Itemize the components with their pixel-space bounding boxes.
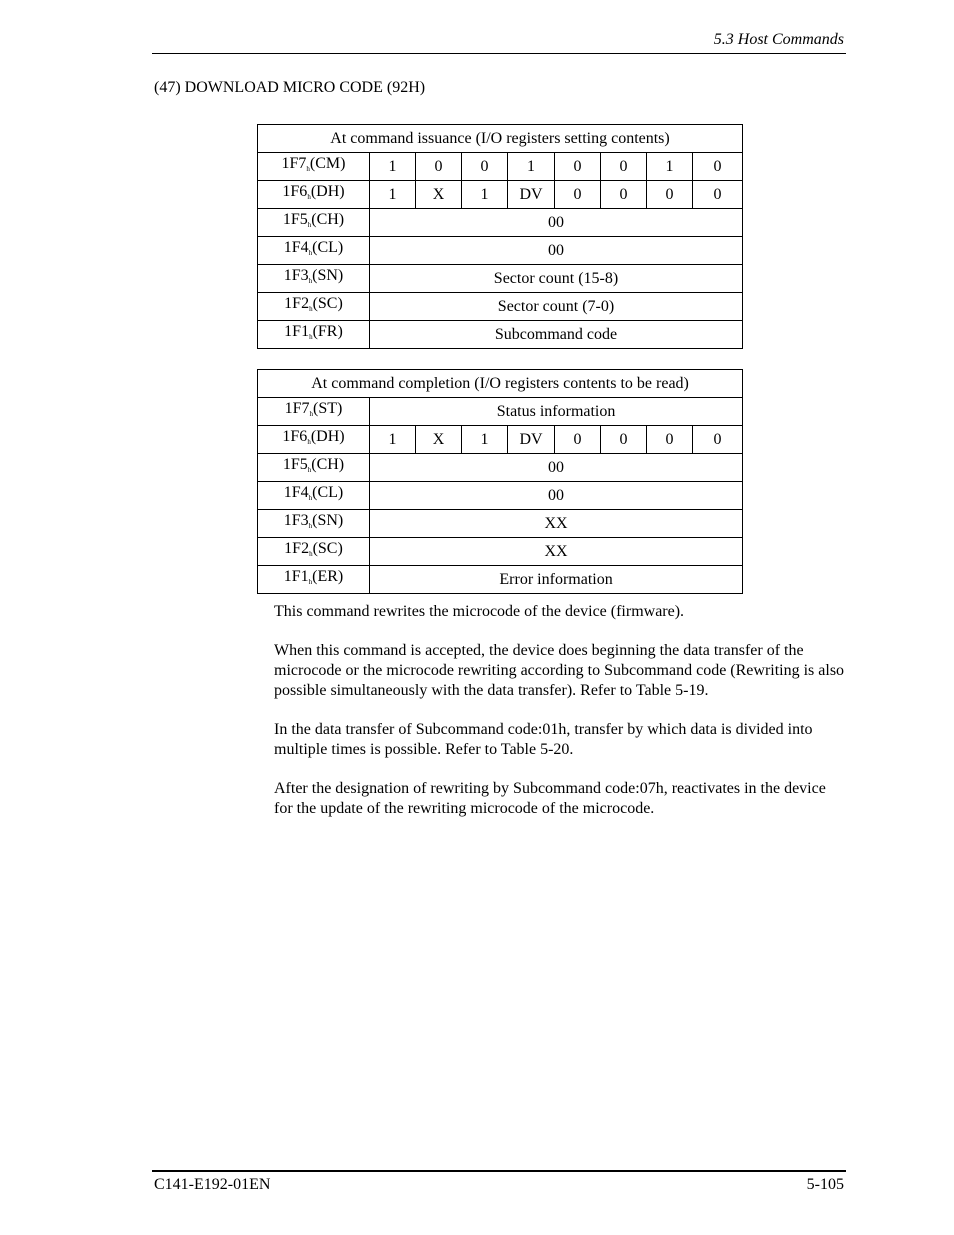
bit-cell: 0 bbox=[601, 181, 647, 209]
paragraph: This command rewrites the microcode of the device (firmware). bbox=[274, 603, 685, 620]
hex-suffix: h bbox=[308, 249, 313, 257]
register-label: (FR) bbox=[312, 323, 343, 340]
hex-suffix: h bbox=[308, 494, 313, 502]
register-name bbox=[258, 566, 370, 594]
register-address: 1F4 bbox=[283, 239, 309, 256]
completion-register-table bbox=[257, 369, 743, 594]
bit-cell: 1 bbox=[462, 181, 508, 209]
table-row bbox=[258, 209, 743, 237]
register-value: Subcommand code bbox=[370, 321, 743, 349]
register-name bbox=[258, 209, 370, 237]
table-row bbox=[258, 265, 743, 293]
table-caption: At command completion (I/O registers contents to be read) bbox=[258, 370, 743, 398]
bit-cell: 1 bbox=[370, 426, 416, 454]
register-label: (SC) bbox=[312, 295, 343, 312]
register-address: 1F2 bbox=[284, 540, 310, 557]
bit-cell: 1 bbox=[370, 181, 416, 209]
header-rule bbox=[152, 53, 846, 54]
register-value: XX bbox=[370, 538, 743, 566]
table-row bbox=[258, 510, 743, 538]
register-value: 00 bbox=[370, 454, 743, 482]
bit-cell: 0 bbox=[693, 426, 743, 454]
table-row bbox=[258, 426, 743, 454]
register-name bbox=[258, 321, 370, 349]
hex-suffix: h bbox=[308, 522, 313, 530]
table-row bbox=[258, 321, 743, 349]
bit-cell: X bbox=[416, 181, 462, 209]
hex-suffix: h bbox=[307, 221, 312, 229]
table-row bbox=[258, 538, 743, 566]
register-label: (CM) bbox=[309, 155, 346, 172]
hex-suffix: h bbox=[308, 277, 313, 285]
register-address: 1F7 bbox=[281, 155, 307, 172]
register-name bbox=[258, 538, 370, 566]
register-name bbox=[258, 454, 370, 482]
section-title: (47) DOWNLOAD MICRO CODE (92H) bbox=[154, 79, 426, 96]
hex-suffix: h bbox=[307, 193, 311, 201]
description-text bbox=[274, 602, 846, 838]
register-value: Status information bbox=[370, 398, 743, 426]
table-row bbox=[258, 293, 743, 321]
hex-suffix: h bbox=[307, 466, 312, 474]
bit-cell: 0 bbox=[462, 153, 508, 181]
table-caption-row bbox=[258, 125, 743, 153]
register-address: 1F7 bbox=[284, 400, 310, 417]
footer-rule bbox=[152, 1170, 846, 1172]
table-row bbox=[258, 482, 743, 510]
register-value: XX bbox=[370, 510, 743, 538]
issuance-register-table bbox=[257, 124, 743, 349]
register-address: 1F3 bbox=[283, 267, 309, 284]
table-row bbox=[258, 153, 743, 181]
register-address: 1F1 bbox=[284, 323, 310, 340]
bit-cell: 1 bbox=[508, 153, 555, 181]
register-name bbox=[258, 153, 370, 181]
register-name bbox=[258, 265, 370, 293]
register-value: Error information bbox=[370, 566, 743, 594]
bit-cell: 0 bbox=[601, 153, 647, 181]
register-address: 1F6 bbox=[282, 183, 308, 200]
register-name bbox=[258, 181, 370, 209]
register-name bbox=[258, 482, 370, 510]
register-label: (CH) bbox=[311, 211, 345, 228]
table-row bbox=[258, 398, 743, 426]
bit-cell: 0 bbox=[555, 181, 601, 209]
hex-suffix: h bbox=[306, 165, 310, 173]
bit-cell: 1 bbox=[462, 426, 508, 454]
running-header: 5.3 Host Commands bbox=[713, 31, 844, 48]
register-name bbox=[258, 237, 370, 265]
register-address: 1F2 bbox=[284, 295, 310, 312]
register-label: (DH) bbox=[310, 428, 345, 445]
page-number: 5-105 bbox=[806, 1176, 844, 1193]
table-caption: At command issuance (I/O registers setting contents) bbox=[258, 125, 743, 153]
register-name bbox=[258, 293, 370, 321]
register-label: (SN) bbox=[312, 267, 344, 284]
register-name bbox=[258, 426, 370, 454]
bit-cell: 1 bbox=[370, 153, 416, 181]
register-address: 1F5 bbox=[282, 456, 308, 473]
register-name bbox=[258, 510, 370, 538]
bit-cell: 0 bbox=[555, 426, 601, 454]
hex-suffix: h bbox=[309, 550, 313, 558]
table-row bbox=[258, 566, 743, 594]
register-address: 1F5 bbox=[282, 211, 308, 228]
register-address: 1F1 bbox=[283, 568, 309, 585]
table-row bbox=[258, 181, 743, 209]
register-value: Sector count (15-8) bbox=[370, 265, 743, 293]
bit-cell: 0 bbox=[555, 153, 601, 181]
paragraph: In the data transfer of Subcommand code:01h, transfer by which data is divided into multiple times is possible. Refer to Table 5-20. bbox=[274, 721, 813, 758]
register-value: 00 bbox=[370, 482, 743, 510]
bit-cell: X bbox=[416, 426, 462, 454]
bit-cell: 0 bbox=[601, 426, 647, 454]
hex-suffix: h bbox=[307, 438, 311, 446]
hex-suffix: h bbox=[309, 410, 314, 418]
bit-cell: 0 bbox=[647, 426, 693, 454]
table-row bbox=[258, 454, 743, 482]
hex-suffix: h bbox=[309, 305, 313, 313]
bit-cell: 0 bbox=[693, 153, 743, 181]
paragraph: After the designation of rewriting by Subcommand code:07h, reactivates in the device for the update of the rewriting microcode of the microcode. bbox=[274, 780, 826, 817]
hex-suffix: h bbox=[309, 333, 313, 341]
register-address: 1F6 bbox=[282, 428, 308, 445]
bit-cell: 1 bbox=[647, 153, 693, 181]
table-caption-row bbox=[258, 370, 743, 398]
paragraph: When this command is accepted, the device does beginning the data transfer of the microcode or the microcode rewriting according to Subcommand code (Rewriting is also possible simultaneously with the data transfer). Refer to Table 5-19. bbox=[274, 642, 845, 699]
register-value: 00 bbox=[370, 209, 743, 237]
bit-cell: 0 bbox=[693, 181, 743, 209]
register-label: (CL) bbox=[312, 484, 344, 501]
register-value: 00 bbox=[370, 237, 743, 265]
register-label: (CH) bbox=[311, 456, 345, 473]
register-label: (ST) bbox=[313, 400, 343, 417]
register-label: (SC) bbox=[312, 540, 343, 557]
register-address: 1F3 bbox=[283, 512, 309, 529]
bit-cell: 0 bbox=[647, 181, 693, 209]
register-name bbox=[258, 398, 370, 426]
table-row bbox=[258, 237, 743, 265]
register-label: (SN) bbox=[312, 512, 344, 529]
register-value: Sector count (7-0) bbox=[370, 293, 743, 321]
bit-cell: DV bbox=[508, 426, 555, 454]
register-label: (ER) bbox=[312, 568, 344, 585]
register-label: (CL) bbox=[312, 239, 344, 256]
bit-cell: DV bbox=[508, 181, 555, 209]
hex-suffix: h bbox=[308, 578, 313, 586]
register-label: (DH) bbox=[310, 183, 345, 200]
register-address: 1F4 bbox=[283, 484, 309, 501]
document-id: C141-E192-01EN bbox=[154, 1176, 271, 1193]
bit-cell: 0 bbox=[416, 153, 462, 181]
